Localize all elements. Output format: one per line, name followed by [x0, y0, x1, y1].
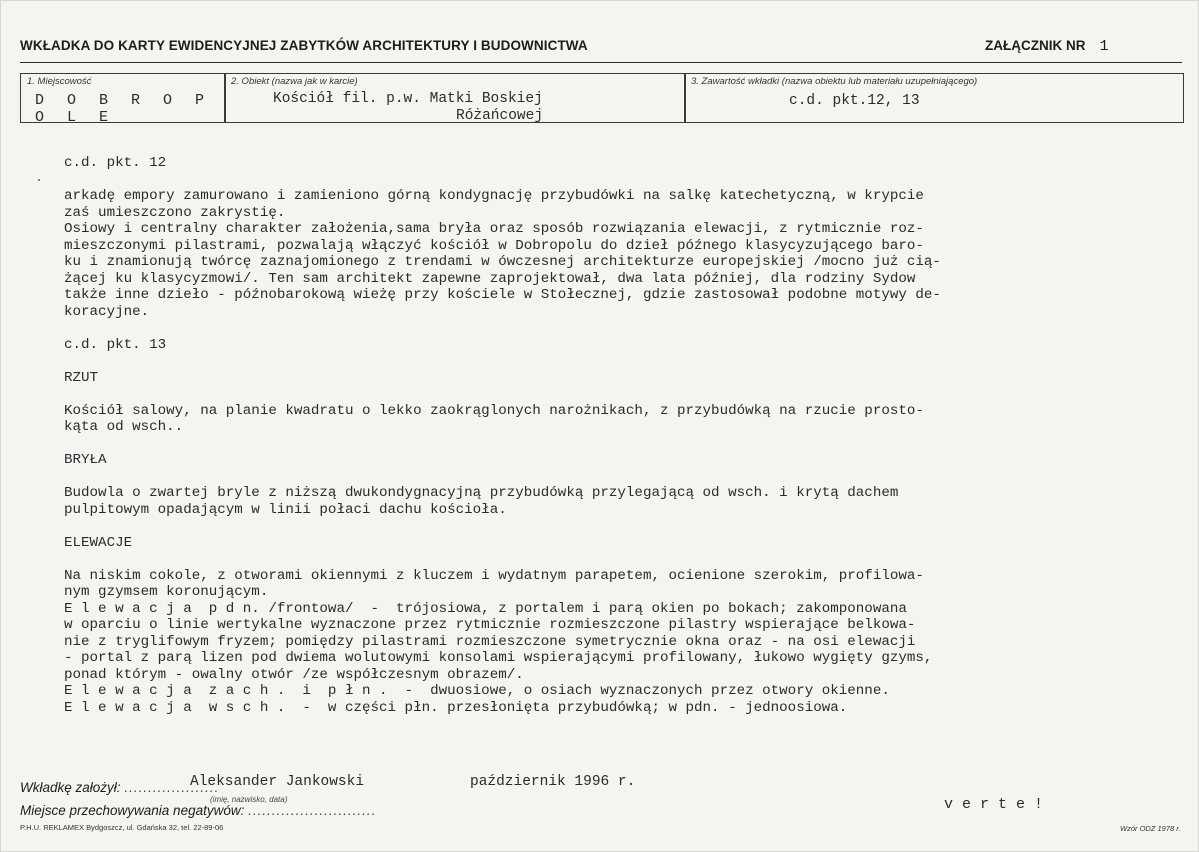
blank-line	[64, 436, 941, 453]
body-line: Na niskim cokole, z otworami okiennymi z kluczem i wydatnym parapetem, ocienione szerokim, profilowa-	[64, 567, 924, 584]
body-line: ponad którym - owalny otwór /ze współczesnym obrazem/.	[64, 666, 524, 683]
field-content-value: c.d. pkt.12, 13	[789, 93, 920, 109]
body-line: kąta od wsch..	[64, 419, 184, 435]
blank-line	[64, 518, 941, 535]
field-content-caption: 3. Zawartość wkładki (nazwa obiektu lub materiału uzupełniającego)	[691, 76, 978, 87]
body-line: RZUT	[64, 369, 99, 386]
field-object	[224, 73, 686, 123]
typed-body-text	[64, 155, 941, 716]
body-line: nym gzymsem koronującym.	[64, 584, 269, 600]
body-line: ku i znamionują twórcę zaznajomionego z trendami w ówczesnej architekturze europejskiej /mocno już cią-	[64, 254, 941, 270]
body-line: mieszczonymi pilastrami, pozwalają włączyć kościół w Dobropolu do dzieł późnego klasycyzującego baro-	[64, 237, 924, 254]
field-object-value	[273, 91, 543, 125]
negatives-storage-label-text: Miejsce przechowywania negatywów:	[20, 803, 245, 818]
blank-line	[64, 469, 941, 486]
field-place-caption: 1. Miejscowość	[27, 76, 92, 87]
field-object-value-line1: Kościół fil. p.w. Matki Boskiej	[273, 91, 543, 107]
ink-speck	[38, 179, 40, 181]
body-line: E l e w a c j a p d n. /frontowa/ - trójosiowa, z portalem i parą okien po bokach; zakomponowana	[64, 600, 907, 617]
field-place-value: D O B R O P O L E	[35, 92, 212, 126]
blank-line	[64, 172, 941, 189]
document-date: październik 1996 r.	[470, 774, 636, 790]
body-line: Osiowy i centralny charakter założenia,sama bryła oraz sposób rozwiązania elewacji, z rytmicznie roz-	[64, 221, 924, 237]
author-sub-caption: (imię, nazwisko, data)	[210, 795, 288, 804]
body-line: zaś umieszczono zakrystię.	[64, 204, 286, 221]
body-line: E l e w a c j a w s c h . - w części płn. przesłonięta przybudówką; w pdn. - jednoosiowa.	[64, 699, 848, 716]
printer-imprint: P.H.U. REKLAMEX Bydgoszcz, ul. Gdańska 32, tel. 22-89-06	[20, 823, 224, 832]
annex-label	[985, 38, 1109, 55]
annex-number: 1	[1099, 38, 1109, 55]
body-line: - portal z parą lizen pod dwiema wolutowymi konsolami wspierającymi profilowany, łukowo wygięty gzyms,	[64, 650, 933, 666]
body-line: c.d. pkt. 12	[64, 155, 167, 171]
founded-by-label-text: Wkładkę założył:	[20, 780, 121, 795]
header-rule	[20, 62, 1182, 63]
body-line: także inne dzieło - późnobarokową wieżę przy kościele w Stołecznej, gdzie zastosował podobne motywy de-	[64, 287, 941, 303]
body-line: c.d. pkt. 13	[64, 336, 167, 353]
form-code: Wzór ODZ 1978 r.	[1120, 824, 1181, 833]
blank-line	[64, 386, 941, 403]
body-line: pulpitowym opadającym w linii połaci dachu kościoła.	[64, 501, 507, 518]
body-line: ELEWACJE	[64, 534, 133, 551]
author-name: Aleksander Jankowski	[190, 774, 365, 790]
negatives-storage-dots: ...........................	[248, 803, 377, 818]
blank-line	[64, 320, 941, 337]
body-line: E l e w a c j a z a c h . i p ł n . - dwuosiowe, o osiach wyznaczonych przez otwory okienne.	[64, 683, 890, 699]
field-object-caption: 2. Obiekt (nazwa jak w karcie)	[231, 76, 358, 87]
field-place	[20, 73, 226, 126]
field-content	[684, 73, 1184, 123]
body-line: żącej ku klasycyzmowi/. Ten sam architekt zapewne zaprojektował, dwa lata później, dla rodziny Sydow	[64, 270, 916, 287]
body-line: koracyjne.	[64, 303, 150, 320]
verte-note: verte!	[944, 796, 1053, 813]
founded-by-dots: ....................	[124, 780, 220, 795]
body-line: w oparciu o linie wertykalne wyznaczone przez rytmicznie rozmieszczone pilastry wspierające belkowa-	[64, 617, 916, 633]
body-line: nie z tryglifowym fryzem; pomiędzy pilastrami rozmieszczone symetrycznie okna oraz - na osi elewacji	[64, 633, 916, 650]
body-line: BRYŁA	[64, 452, 107, 468]
blank-line	[64, 551, 941, 568]
body-line: arkadę empory zamurowano i zamieniono górną kondygnację przybudówki na salkę katechetyczną, w krypcie	[64, 188, 924, 204]
field-object-value-line2: Różańcowej	[456, 108, 544, 124]
body-line: Kościół salowy, na planie kwadratu o lekko zaokrąglonych narożnikach, z przybudówką na rzucie prosto-	[64, 402, 924, 419]
annex-label-text: ZAŁĄCZNIK NR	[985, 38, 1086, 53]
body-line: Budowla o zwartej bryle z niższą dwukondygnacyjną przybudówką przylegającą od wsch. i krytą dachem	[64, 485, 899, 501]
document-title: WKŁADKA DO KARTY EWIDENCYJNEJ ZABYTKÓW ARCHITEKTURY I BUDOWNICTWA	[20, 38, 588, 53]
blank-line	[64, 353, 941, 370]
negatives-storage-label	[20, 803, 376, 818]
